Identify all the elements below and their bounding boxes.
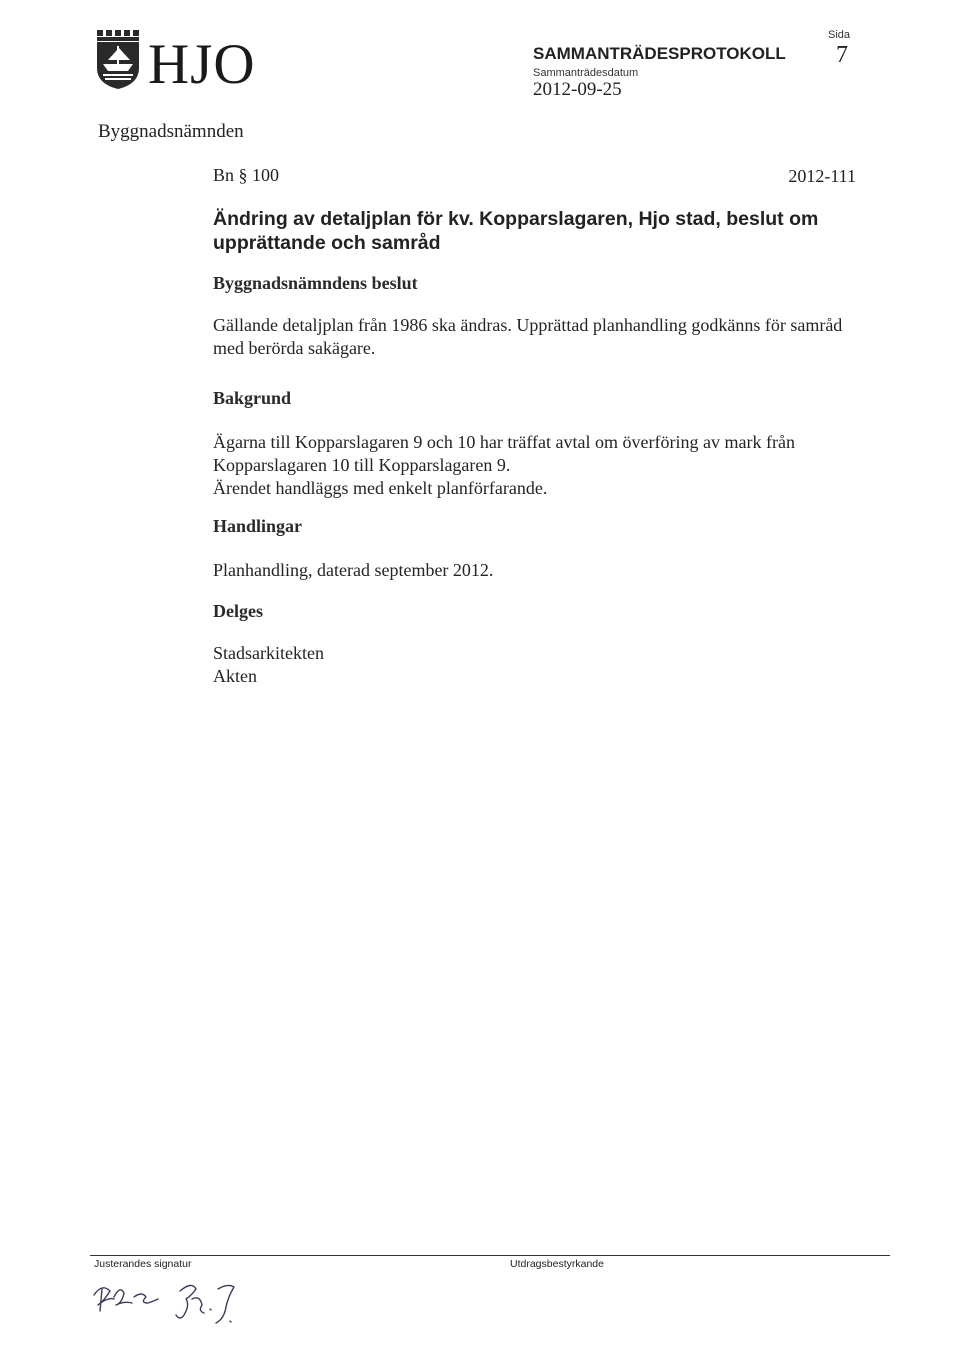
committee-name: Byggnadsnämnden bbox=[98, 121, 244, 142]
logo-wordmark: HJO bbox=[148, 33, 256, 96]
distribution-heading: Delges bbox=[213, 601, 263, 621]
recipient-item: Stadsarkitekten bbox=[213, 643, 324, 663]
paragraph-reference: Bn § 100 bbox=[213, 165, 280, 185]
meeting-date-label: Sammanträdesdatum bbox=[533, 67, 639, 79]
background-text: Ägarna till Kopparslagaren 9 och 10 har träffat avtal om överföring av mark från Kopparslagaren 10 till Kopparslagaren 9. bbox=[213, 432, 795, 475]
signature-label: Justerandes signatur bbox=[94, 1258, 192, 1270]
background-heading: Bakgrund bbox=[213, 388, 292, 408]
decision-text: Gällande detaljplan från 1986 ska ändras. Upprättad planhandling godkänns för samråd med berörda sakägare. bbox=[213, 315, 843, 358]
extract-certification-label: Utdragsbestyrkande bbox=[510, 1258, 604, 1270]
recipient-item: Akten bbox=[213, 666, 257, 686]
page-label: Sida bbox=[828, 29, 851, 41]
page-number: 7 bbox=[836, 42, 848, 68]
documents-text: Planhandling, daterad september 2012. bbox=[213, 560, 494, 580]
document-type: SAMMANTRÄDESPROTOKOLL bbox=[533, 44, 786, 63]
decision-heading: Byggnadsnämndens beslut bbox=[213, 273, 418, 293]
case-number: 2012-111 bbox=[788, 166, 856, 186]
item-title: Ändring av detaljplan för kv. Kopparslagaren, Hjo stad, beslut om upprättande och samråd bbox=[213, 208, 819, 254]
municipality-crest-logo bbox=[94, 30, 144, 90]
handwritten-signature bbox=[88, 1275, 248, 1330]
documents-heading: Handlingar bbox=[213, 516, 303, 536]
footer-divider bbox=[90, 1255, 890, 1256]
background-procedure-text: Ärendet handläggs med enkelt planförfarande. bbox=[213, 478, 548, 498]
meeting-date: 2012-09-25 bbox=[533, 79, 622, 100]
